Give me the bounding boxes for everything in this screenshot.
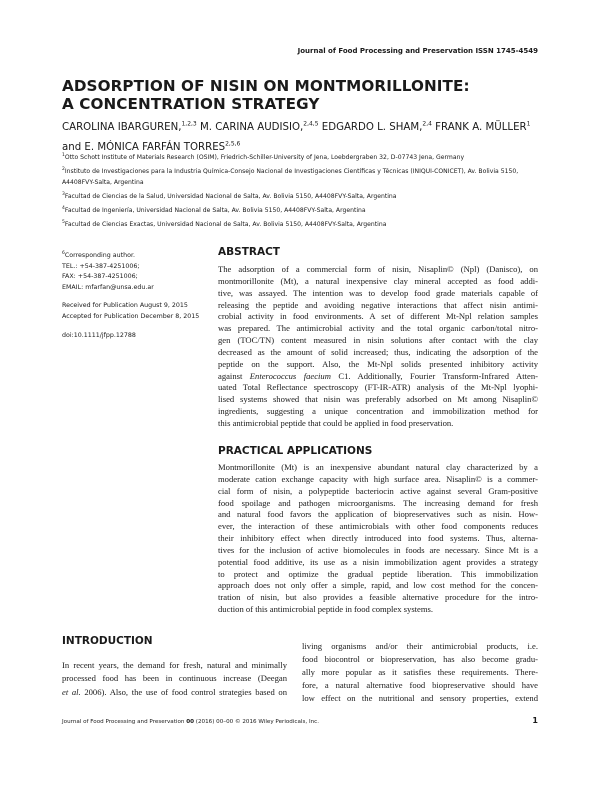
text-line: was prepared. The antimicrobial activity and the total organic carbon/total nitro- bbox=[218, 323, 538, 334]
corresponding-author-label: $^6$Corresponding author. bbox=[62, 251, 135, 260]
email-link[interactable]: EMAIL: mfarfan@unsa.edu.ar bbox=[62, 283, 154, 291]
introduction-text-left bbox=[62, 659, 287, 699]
author: FRANK A. MÜLLER$^1$ bbox=[431, 121, 531, 134]
text-line: food biocontrol or biopreservation, has also become gradu- bbox=[302, 654, 538, 665]
abstract-heading: ABSTRACT bbox=[218, 246, 280, 258]
text-line: lised systems showed that nisin was preferably adsorbed on Mt among Nisaplin© bbox=[218, 394, 538, 405]
affiliation: $^3$Facultad de Ciencias de la Salud, Universidad Nacional de Salta, Av. Bolivia 5150, A4408FVY-Salta, Argentina bbox=[62, 191, 397, 200]
correspondence-info bbox=[62, 249, 212, 341]
practical-applications-heading: PRACTICAL APPLICATIONS bbox=[218, 445, 373, 457]
accepted-date: Accepted for Publication December 8, 2015 bbox=[62, 313, 200, 321]
title-line: A CONCENTRATION STRATEGY bbox=[62, 95, 320, 113]
text-line: moderate cation exchange capacity with high surface area. Nisaplin© is a commer- bbox=[218, 473, 538, 484]
affiliation-marker: 2,4,5 bbox=[303, 121, 319, 128]
text-line: tive, was assayed. The intention was to develop food grade materials capable of bbox=[218, 287, 538, 298]
text-line: decreased as the amount of solid increased; thus, indicating the adsorption of the bbox=[218, 346, 538, 357]
title-line: ADSORPTION OF NISIN ON MONTMORILLONITE: bbox=[62, 77, 470, 95]
text-line: tration of nisin, but also provides a feasible alternative procedure for the intro- bbox=[218, 592, 538, 603]
text-line: ally more popular as it satisfies these requirements. There- bbox=[302, 667, 538, 678]
text-line: processed food has been in continuous increase (Deegan bbox=[62, 673, 287, 684]
text-line: and natural food favors the application of biopreservatives such as nisin. How- bbox=[218, 509, 538, 520]
text-line: Montmorillonite (Mt) is an inexpensive abundant natural clay characterized by a bbox=[218, 462, 538, 472]
text-line: cial form of nisin, a polypeptide bacteriocin active against several Gram-positive bbox=[218, 485, 538, 496]
introduction-text-right bbox=[302, 640, 538, 705]
text-line: living organisms and/or their antimicrobial products, i.e. bbox=[302, 641, 538, 651]
text-line: potential food additive, its use as a nisin immobilization agent provides a strategy bbox=[218, 556, 538, 567]
affiliation: $^4$Facultad de Ingeniería, Universidad Nacional de Salta, Av. Bolivia 5150, A4408FVY-Salta, Argentina bbox=[62, 205, 366, 214]
affiliation: $^1$Otto Schott Institute of Materials Research (OSIM), Friedrich-Schiller-University of Jena, Loebdergraben 32, D-07743 Jena, Germany bbox=[62, 153, 465, 162]
text-line: releasing the peptide and avoiding negative interactions that affect nisin antimi- bbox=[218, 299, 538, 310]
fax: FAX: +54-387-4251006; bbox=[62, 273, 138, 281]
affiliations bbox=[62, 151, 540, 232]
text-line: crobial activity in food environments. A set of different Mt-Npl relation samples bbox=[218, 311, 538, 322]
received-date: Received for Publication August 9, 2015 bbox=[62, 302, 188, 310]
text-line: gen (TOC/TN) content measured in nisin solutions after contact with the clay bbox=[218, 335, 538, 346]
text-line: In recent years, the demand for fresh, natural and minimally bbox=[62, 660, 287, 670]
text-line: low effect on the nutritional and sensory properties, extend bbox=[302, 693, 538, 704]
text-line: ingredients, suggesting a unique concentration and immobilization method for bbox=[218, 406, 538, 417]
text-line: this antimicrobial peptide that could be applied in food preservation. bbox=[218, 417, 454, 428]
affiliation-marker: 2,5,6 bbox=[225, 140, 241, 148]
author: CAROLINA IBARGUREN,$^{1,2,3}$ bbox=[62, 121, 197, 134]
journal-header: Journal of Food Processing and Preservation ISSN 1745-4549 bbox=[297, 47, 538, 55]
affiliation-marker: 1,2,3 bbox=[181, 121, 197, 128]
abstract-text bbox=[218, 264, 538, 430]
doi-link[interactable]: doi:10.1111/jfpp.12788 bbox=[62, 331, 136, 339]
page-number: 1 bbox=[532, 716, 538, 725]
text-line: et al. 2006). Also, the use of food control strategies based on bbox=[62, 686, 287, 697]
telephone: TEL.: +54-387-4251006; bbox=[62, 262, 140, 270]
text-line: food spoilage and pathogen microorganisms. The increasing demand for fresh bbox=[218, 497, 538, 508]
text-line: duction of this antimicrobial peptide in food complex systems. bbox=[218, 604, 434, 615]
affiliation: $^2$Instituto de Investigaciones para la Industria Química-Consejo Nacional de Investigaciones Científicas y Técnicas (INIQUI-CONICET), Av. Bolivia 5150, A4408FVY-Salta, Argentina bbox=[62, 167, 519, 186]
footer-citation: Journal of Food Processing and Preservation 00 (2016) 00–00 © 2016 Wiley Periodicals, Inc. bbox=[62, 719, 319, 725]
text-line: ever, the interaction of these antimicrobials with other food components reduces bbox=[218, 521, 538, 532]
author: and E. MÓNICA FARFÁN TORRES$^{2,5,6}$ bbox=[62, 140, 241, 153]
text-line: approach does not only offer a simple, rapid, and low cost method for the concen- bbox=[218, 580, 538, 591]
text-line: to protect and optimize the gradual peptide liberation. This immobilization bbox=[218, 568, 538, 579]
introduction-heading: INTRODUCTION bbox=[62, 635, 153, 647]
text-line: fore, a natural alternative food biopreservative should have bbox=[302, 680, 538, 691]
affiliation-marker: 1 bbox=[526, 121, 531, 128]
text-line: against Enterococcus faecium C1. Additionally, Fourier Transform-Infrared Atten- bbox=[218, 370, 538, 381]
text-line: tives for the inclusion of active biomolecules in foods are necessary. Since Mt is a bbox=[218, 544, 538, 555]
affiliation-marker: 2,4 bbox=[422, 121, 432, 128]
text-line: their inhibitory effect when directly introduced into food systems. Thus, alterna- bbox=[218, 533, 538, 544]
author-list bbox=[62, 117, 542, 156]
affiliation: $^5$Facultad de Ciencias Exactas, Universidad Nacional de Salta, Av. Bolivia 5150, A4408FVY-Salta, Argentina bbox=[62, 219, 387, 228]
text-line: montmorillonite (Mt), a natural inexpensive clay mineral accepted as food addi- bbox=[218, 275, 538, 286]
text-line: uated Total Reflectance spectroscopy (FT-IR-ATR) analysis of the Mt-Npl lyophi- bbox=[218, 382, 538, 393]
text-line: The adsorption of a commercial form of nisin, Nisaplin© (Npl) (Danisco), on bbox=[218, 264, 538, 274]
author: EDGARDO L. SHAM,$^{2,4}$ bbox=[318, 121, 432, 134]
practical-applications-text bbox=[218, 462, 538, 616]
article-title bbox=[62, 77, 470, 113]
author: M. CARINA AUDISIO,$^{2,4,5}$ bbox=[196, 121, 319, 134]
text-line: peptide on the support. Also, the Mt-Npl solids presented inhibitory activity bbox=[218, 358, 538, 369]
